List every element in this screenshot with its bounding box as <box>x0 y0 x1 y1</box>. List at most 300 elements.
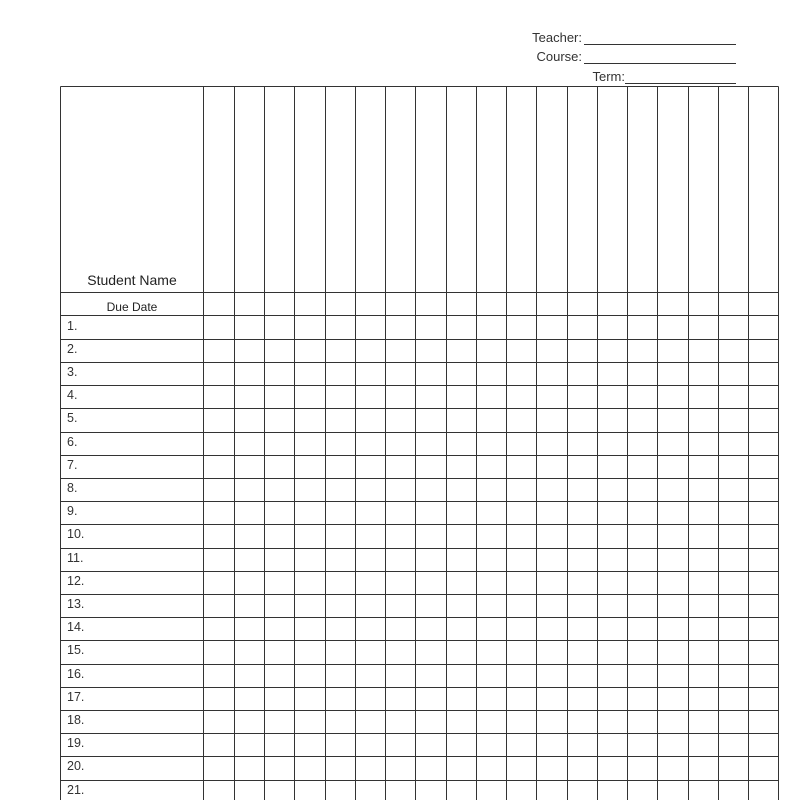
grade-cell[interactable] <box>568 409 597 431</box>
grade-cell[interactable] <box>447 479 476 501</box>
grade-cell[interactable] <box>598 641 627 663</box>
grade-cell[interactable] <box>628 618 657 640</box>
grade-cell[interactable] <box>295 340 324 362</box>
grade-cell[interactable] <box>416 757 445 779</box>
due-date-cell[interactable] <box>235 294 264 316</box>
grade-cell[interactable] <box>447 409 476 431</box>
grade-cell[interactable] <box>719 363 748 385</box>
grade-cell[interactable] <box>749 409 778 431</box>
grade-cell[interactable] <box>598 688 627 710</box>
grade-cell[interactable] <box>326 433 355 455</box>
grade-cell[interactable] <box>386 363 415 385</box>
grade-cell[interactable] <box>386 549 415 571</box>
grade-cell[interactable] <box>447 595 476 617</box>
grade-cell[interactable] <box>356 502 385 524</box>
grade-cell[interactable] <box>235 386 264 408</box>
grade-cell[interactable] <box>326 595 355 617</box>
grade-cell[interactable] <box>689 781 718 801</box>
grade-cell[interactable] <box>356 549 385 571</box>
grade-cell[interactable] <box>719 409 748 431</box>
grade-cell[interactable] <box>235 711 264 733</box>
grade-cell[interactable] <box>265 572 294 594</box>
grade-cell[interactable] <box>658 572 687 594</box>
grade-cell[interactable] <box>235 409 264 431</box>
grade-cell[interactable] <box>658 549 687 571</box>
grade-cell[interactable] <box>477 595 506 617</box>
grade-cell[interactable] <box>749 549 778 571</box>
grade-cell[interactable] <box>507 734 536 756</box>
grade-cell[interactable] <box>568 595 597 617</box>
grade-cell[interactable] <box>537 433 566 455</box>
grade-cell[interactable] <box>628 734 657 756</box>
grade-cell[interactable] <box>749 456 778 478</box>
grade-cell[interactable] <box>537 618 566 640</box>
grade-cell[interactable] <box>205 572 234 594</box>
grade-cell[interactable] <box>568 572 597 594</box>
grade-cell[interactable] <box>386 595 415 617</box>
grade-cell[interactable] <box>749 781 778 801</box>
grade-cell[interactable] <box>235 641 264 663</box>
grade-cell[interactable] <box>537 479 566 501</box>
grade-cell[interactable] <box>598 409 627 431</box>
grade-cell[interactable] <box>507 340 536 362</box>
grade-cell[interactable] <box>326 386 355 408</box>
student-name-cell[interactable] <box>61 502 203 524</box>
grade-cell[interactable] <box>749 525 778 547</box>
grade-cell[interactable] <box>628 317 657 339</box>
grade-cell[interactable] <box>295 433 324 455</box>
student-name-cell[interactable] <box>61 525 203 547</box>
grade-cell[interactable] <box>205 618 234 640</box>
grade-cell[interactable] <box>658 595 687 617</box>
grade-cell[interactable] <box>598 433 627 455</box>
grade-cell[interactable] <box>507 502 536 524</box>
grade-cell[interactable] <box>447 456 476 478</box>
due-date-cell[interactable] <box>386 294 415 316</box>
grade-cell[interactable] <box>447 340 476 362</box>
grade-cell[interactable] <box>265 781 294 801</box>
grade-cell[interactable] <box>628 688 657 710</box>
grade-cell[interactable] <box>416 479 445 501</box>
grade-cell[interactable] <box>356 340 385 362</box>
grade-cell[interactable] <box>598 572 627 594</box>
grade-cell[interactable] <box>658 502 687 524</box>
grade-cell[interactable] <box>386 502 415 524</box>
grade-cell[interactable] <box>295 386 324 408</box>
grade-cell[interactable] <box>356 757 385 779</box>
grade-cell[interactable] <box>477 549 506 571</box>
grade-cell[interactable] <box>719 618 748 640</box>
grade-cell[interactable] <box>719 757 748 779</box>
grade-cell[interactable] <box>265 525 294 547</box>
grade-cell[interactable] <box>205 433 234 455</box>
student-name-cell[interactable] <box>61 734 203 756</box>
grade-cell[interactable] <box>265 688 294 710</box>
grade-cell[interactable] <box>265 409 294 431</box>
grade-cell[interactable] <box>568 618 597 640</box>
grade-cell[interactable] <box>689 386 718 408</box>
grade-cell[interactable] <box>295 479 324 501</box>
due-date-cell[interactable] <box>477 294 506 316</box>
grade-cell[interactable] <box>326 502 355 524</box>
grade-cell[interactable] <box>356 363 385 385</box>
grade-cell[interactable] <box>235 340 264 362</box>
grade-cell[interactable] <box>326 711 355 733</box>
due-date-cell[interactable] <box>537 294 566 316</box>
grade-cell[interactable] <box>326 665 355 687</box>
grade-cell[interactable] <box>477 688 506 710</box>
student-name-cell[interactable] <box>61 386 203 408</box>
grade-cell[interactable] <box>205 317 234 339</box>
grade-cell[interactable] <box>295 525 324 547</box>
grade-cell[interactable] <box>749 665 778 687</box>
due-date-cell[interactable] <box>598 294 627 316</box>
student-name-cell[interactable] <box>61 757 203 779</box>
grade-cell[interactable] <box>265 386 294 408</box>
grade-cell[interactable] <box>265 757 294 779</box>
grade-cell[interactable] <box>689 618 718 640</box>
due-date-cell[interactable] <box>447 294 476 316</box>
grade-cell[interactable] <box>416 386 445 408</box>
grade-cell[interactable] <box>719 525 748 547</box>
grade-cell[interactable] <box>295 757 324 779</box>
grade-cell[interactable] <box>235 618 264 640</box>
grade-cell[interactable] <box>235 781 264 801</box>
grade-cell[interactable] <box>628 340 657 362</box>
grade-cell[interactable] <box>749 340 778 362</box>
grade-cell[interactable] <box>628 641 657 663</box>
due-date-cell[interactable] <box>689 294 718 316</box>
assignment-header-cell[interactable] <box>447 88 476 293</box>
grade-cell[interactable] <box>598 549 627 571</box>
grade-cell[interactable] <box>447 711 476 733</box>
grade-cell[interactable] <box>719 317 748 339</box>
grade-cell[interactable] <box>386 665 415 687</box>
grade-cell[interactable] <box>416 711 445 733</box>
grade-cell[interactable] <box>326 688 355 710</box>
grade-cell[interactable] <box>568 340 597 362</box>
grade-cell[interactable] <box>295 595 324 617</box>
grade-cell[interactable] <box>235 502 264 524</box>
grade-cell[interactable] <box>265 456 294 478</box>
due-date-cell[interactable] <box>628 294 657 316</box>
grade-cell[interactable] <box>507 386 536 408</box>
student-name-cell[interactable] <box>61 456 203 478</box>
grade-cell[interactable] <box>537 734 566 756</box>
grade-cell[interactable] <box>719 386 748 408</box>
grade-cell[interactable] <box>719 433 748 455</box>
grade-cell[interactable] <box>265 479 294 501</box>
grade-cell[interactable] <box>205 363 234 385</box>
grade-cell[interactable] <box>749 479 778 501</box>
teacher-field[interactable] <box>0 30 800 48</box>
grade-cell[interactable] <box>205 456 234 478</box>
grade-cell[interactable] <box>749 433 778 455</box>
grade-cell[interactable] <box>447 618 476 640</box>
grade-cell[interactable] <box>568 688 597 710</box>
assignment-header-cell[interactable] <box>477 88 506 293</box>
grade-cell[interactable] <box>598 618 627 640</box>
grade-cell[interactable] <box>719 781 748 801</box>
grade-cell[interactable] <box>598 781 627 801</box>
teacher-input-line[interactable] <box>584 44 736 45</box>
grade-cell[interactable] <box>537 781 566 801</box>
student-name-cell[interactable] <box>61 781 203 803</box>
grade-cell[interactable] <box>568 433 597 455</box>
grade-cell[interactable] <box>447 502 476 524</box>
grade-cell[interactable] <box>507 595 536 617</box>
grade-cell[interactable] <box>749 618 778 640</box>
grade-cell[interactable] <box>386 618 415 640</box>
grade-cell[interactable] <box>689 595 718 617</box>
grade-cell[interactable] <box>205 409 234 431</box>
grade-cell[interactable] <box>749 572 778 594</box>
grade-cell[interactable] <box>749 595 778 617</box>
grade-cell[interactable] <box>537 688 566 710</box>
grade-cell[interactable] <box>265 340 294 362</box>
grade-cell[interactable] <box>235 757 264 779</box>
grade-cell[interactable] <box>235 595 264 617</box>
grade-cell[interactable] <box>658 340 687 362</box>
grade-cell[interactable] <box>719 572 748 594</box>
grade-cell[interactable] <box>416 665 445 687</box>
student-name-cell[interactable] <box>61 409 203 431</box>
grade-cell[interactable] <box>477 317 506 339</box>
grade-cell[interactable] <box>507 409 536 431</box>
student-name-cell[interactable] <box>61 479 203 501</box>
grade-cell[interactable] <box>326 363 355 385</box>
assignment-header-cell[interactable] <box>658 88 687 293</box>
grade-cell[interactable] <box>689 711 718 733</box>
assignment-header-cell[interactable] <box>628 88 657 293</box>
grade-cell[interactable] <box>598 317 627 339</box>
assignment-header-cell[interactable] <box>689 88 718 293</box>
grade-cell[interactable] <box>295 572 324 594</box>
grade-cell[interactable] <box>416 734 445 756</box>
grade-cell[interactable] <box>658 665 687 687</box>
grade-cell[interactable] <box>537 525 566 547</box>
grade-cell[interactable] <box>356 386 385 408</box>
grade-cell[interactable] <box>386 641 415 663</box>
grade-cell[interactable] <box>568 502 597 524</box>
grade-cell[interactable] <box>477 502 506 524</box>
grade-cell[interactable] <box>295 688 324 710</box>
grade-cell[interactable] <box>507 757 536 779</box>
grade-cell[interactable] <box>235 363 264 385</box>
assignment-header-cell[interactable] <box>598 88 627 293</box>
grade-cell[interactable] <box>719 502 748 524</box>
grade-cell[interactable] <box>416 317 445 339</box>
assignment-header-cell[interactable] <box>749 88 778 293</box>
grade-cell[interactable] <box>205 665 234 687</box>
grade-cell[interactable] <box>507 317 536 339</box>
student-name-cell[interactable] <box>61 572 203 594</box>
grade-cell[interactable] <box>689 317 718 339</box>
grade-cell[interactable] <box>598 711 627 733</box>
grade-cell[interactable] <box>326 456 355 478</box>
grade-cell[interactable] <box>537 757 566 779</box>
grade-cell[interactable] <box>719 641 748 663</box>
grade-cell[interactable] <box>356 479 385 501</box>
grade-cell[interactable] <box>326 781 355 801</box>
grade-cell[interactable] <box>537 456 566 478</box>
grade-cell[interactable] <box>235 433 264 455</box>
grade-cell[interactable] <box>477 641 506 663</box>
grade-cell[interactable] <box>326 757 355 779</box>
grade-cell[interactable] <box>265 363 294 385</box>
grade-cell[interactable] <box>689 340 718 362</box>
grade-cell[interactable] <box>205 340 234 362</box>
grade-cell[interactable] <box>477 665 506 687</box>
grade-cell[interactable] <box>719 595 748 617</box>
grade-cell[interactable] <box>719 456 748 478</box>
grade-cell[interactable] <box>447 781 476 801</box>
grade-cell[interactable] <box>235 572 264 594</box>
grade-cell[interactable] <box>477 711 506 733</box>
grade-cell[interactable] <box>356 618 385 640</box>
course-input-line[interactable] <box>584 63 736 64</box>
grade-cell[interactable] <box>507 665 536 687</box>
grade-cell[interactable] <box>507 549 536 571</box>
grade-cell[interactable] <box>537 711 566 733</box>
due-date-cell[interactable] <box>295 294 324 316</box>
grade-cell[interactable] <box>416 549 445 571</box>
grade-cell[interactable] <box>658 433 687 455</box>
grade-cell[interactable] <box>235 479 264 501</box>
assignment-header-cell[interactable] <box>537 88 566 293</box>
grade-cell[interactable] <box>265 665 294 687</box>
grade-cell[interactable] <box>265 433 294 455</box>
grade-cell[interactable] <box>447 757 476 779</box>
grade-cell[interactable] <box>598 340 627 362</box>
grade-cell[interactable] <box>568 781 597 801</box>
grade-cell[interactable] <box>386 386 415 408</box>
grade-cell[interactable] <box>568 549 597 571</box>
grade-cell[interactable] <box>537 317 566 339</box>
grade-cell[interactable] <box>356 409 385 431</box>
assignment-header-cell[interactable] <box>416 88 445 293</box>
grade-cell[interactable] <box>719 340 748 362</box>
grade-cell[interactable] <box>235 549 264 571</box>
grade-cell[interactable] <box>416 433 445 455</box>
grade-cell[interactable] <box>356 665 385 687</box>
grade-cell[interactable] <box>265 641 294 663</box>
student-name-cell[interactable] <box>61 665 203 687</box>
grade-cell[interactable] <box>295 317 324 339</box>
grade-cell[interactable] <box>356 595 385 617</box>
assignment-header-cell[interactable] <box>356 88 385 293</box>
grade-cell[interactable] <box>356 734 385 756</box>
grade-cell[interactable] <box>295 409 324 431</box>
grade-cell[interactable] <box>537 549 566 571</box>
grade-cell[interactable] <box>265 595 294 617</box>
grade-cell[interactable] <box>326 479 355 501</box>
grade-cell[interactable] <box>447 433 476 455</box>
grade-cell[interactable] <box>326 572 355 594</box>
grade-cell[interactable] <box>658 386 687 408</box>
grade-cell[interactable] <box>356 317 385 339</box>
grade-cell[interactable] <box>628 433 657 455</box>
student-name-cell[interactable] <box>61 711 203 733</box>
grade-cell[interactable] <box>719 479 748 501</box>
grade-cell[interactable] <box>628 665 657 687</box>
student-name-cell[interactable] <box>61 433 203 455</box>
grade-cell[interactable] <box>205 525 234 547</box>
grade-cell[interactable] <box>749 502 778 524</box>
grade-cell[interactable] <box>386 757 415 779</box>
grade-cell[interactable] <box>749 711 778 733</box>
due-date-cell[interactable] <box>568 294 597 316</box>
grade-cell[interactable] <box>477 757 506 779</box>
grade-cell[interactable] <box>749 641 778 663</box>
assignment-header-cell[interactable] <box>507 88 536 293</box>
grade-cell[interactable] <box>295 665 324 687</box>
grade-cell[interactable] <box>598 386 627 408</box>
grade-cell[interactable] <box>295 711 324 733</box>
grade-cell[interactable] <box>507 688 536 710</box>
grade-cell[interactable] <box>205 734 234 756</box>
grade-cell[interactable] <box>295 781 324 801</box>
grade-cell[interactable] <box>386 525 415 547</box>
grade-cell[interactable] <box>628 525 657 547</box>
grade-cell[interactable] <box>628 572 657 594</box>
grade-cell[interactable] <box>598 502 627 524</box>
grade-cell[interactable] <box>477 525 506 547</box>
grade-cell[interactable] <box>689 456 718 478</box>
grade-cell[interactable] <box>477 363 506 385</box>
grade-cell[interactable] <box>628 479 657 501</box>
grade-cell[interactable] <box>689 363 718 385</box>
grade-cell[interactable] <box>295 734 324 756</box>
grade-cell[interactable] <box>658 618 687 640</box>
grade-cell[interactable] <box>658 479 687 501</box>
grade-cell[interactable] <box>568 665 597 687</box>
grade-cell[interactable] <box>356 688 385 710</box>
grade-cell[interactable] <box>295 618 324 640</box>
grade-cell[interactable] <box>386 317 415 339</box>
grade-cell[interactable] <box>356 456 385 478</box>
grade-cell[interactable] <box>628 363 657 385</box>
grade-cell[interactable] <box>205 781 234 801</box>
due-date-cell[interactable] <box>658 294 687 316</box>
grade-cell[interactable] <box>689 525 718 547</box>
grade-cell[interactable] <box>658 711 687 733</box>
grade-cell[interactable] <box>749 386 778 408</box>
grade-cell[interactable] <box>477 618 506 640</box>
assignment-header-cell[interactable] <box>568 88 597 293</box>
student-name-cell[interactable] <box>61 363 203 385</box>
grade-cell[interactable] <box>416 340 445 362</box>
grade-cell[interactable] <box>598 734 627 756</box>
grade-cell[interactable] <box>598 363 627 385</box>
grade-cell[interactable] <box>568 525 597 547</box>
grade-cell[interactable] <box>416 688 445 710</box>
grade-cell[interactable] <box>356 572 385 594</box>
grade-cell[interactable] <box>416 618 445 640</box>
grade-cell[interactable] <box>356 433 385 455</box>
grade-cell[interactable] <box>598 665 627 687</box>
grade-cell[interactable] <box>447 665 476 687</box>
grade-cell[interactable] <box>598 456 627 478</box>
grade-cell[interactable] <box>658 641 687 663</box>
due-date-cell[interactable] <box>416 294 445 316</box>
grade-cell[interactable] <box>295 456 324 478</box>
grade-cell[interactable] <box>326 340 355 362</box>
due-date-cell[interactable] <box>265 294 294 316</box>
grade-cell[interactable] <box>235 688 264 710</box>
grade-cell[interactable] <box>205 386 234 408</box>
grade-cell[interactable] <box>658 688 687 710</box>
